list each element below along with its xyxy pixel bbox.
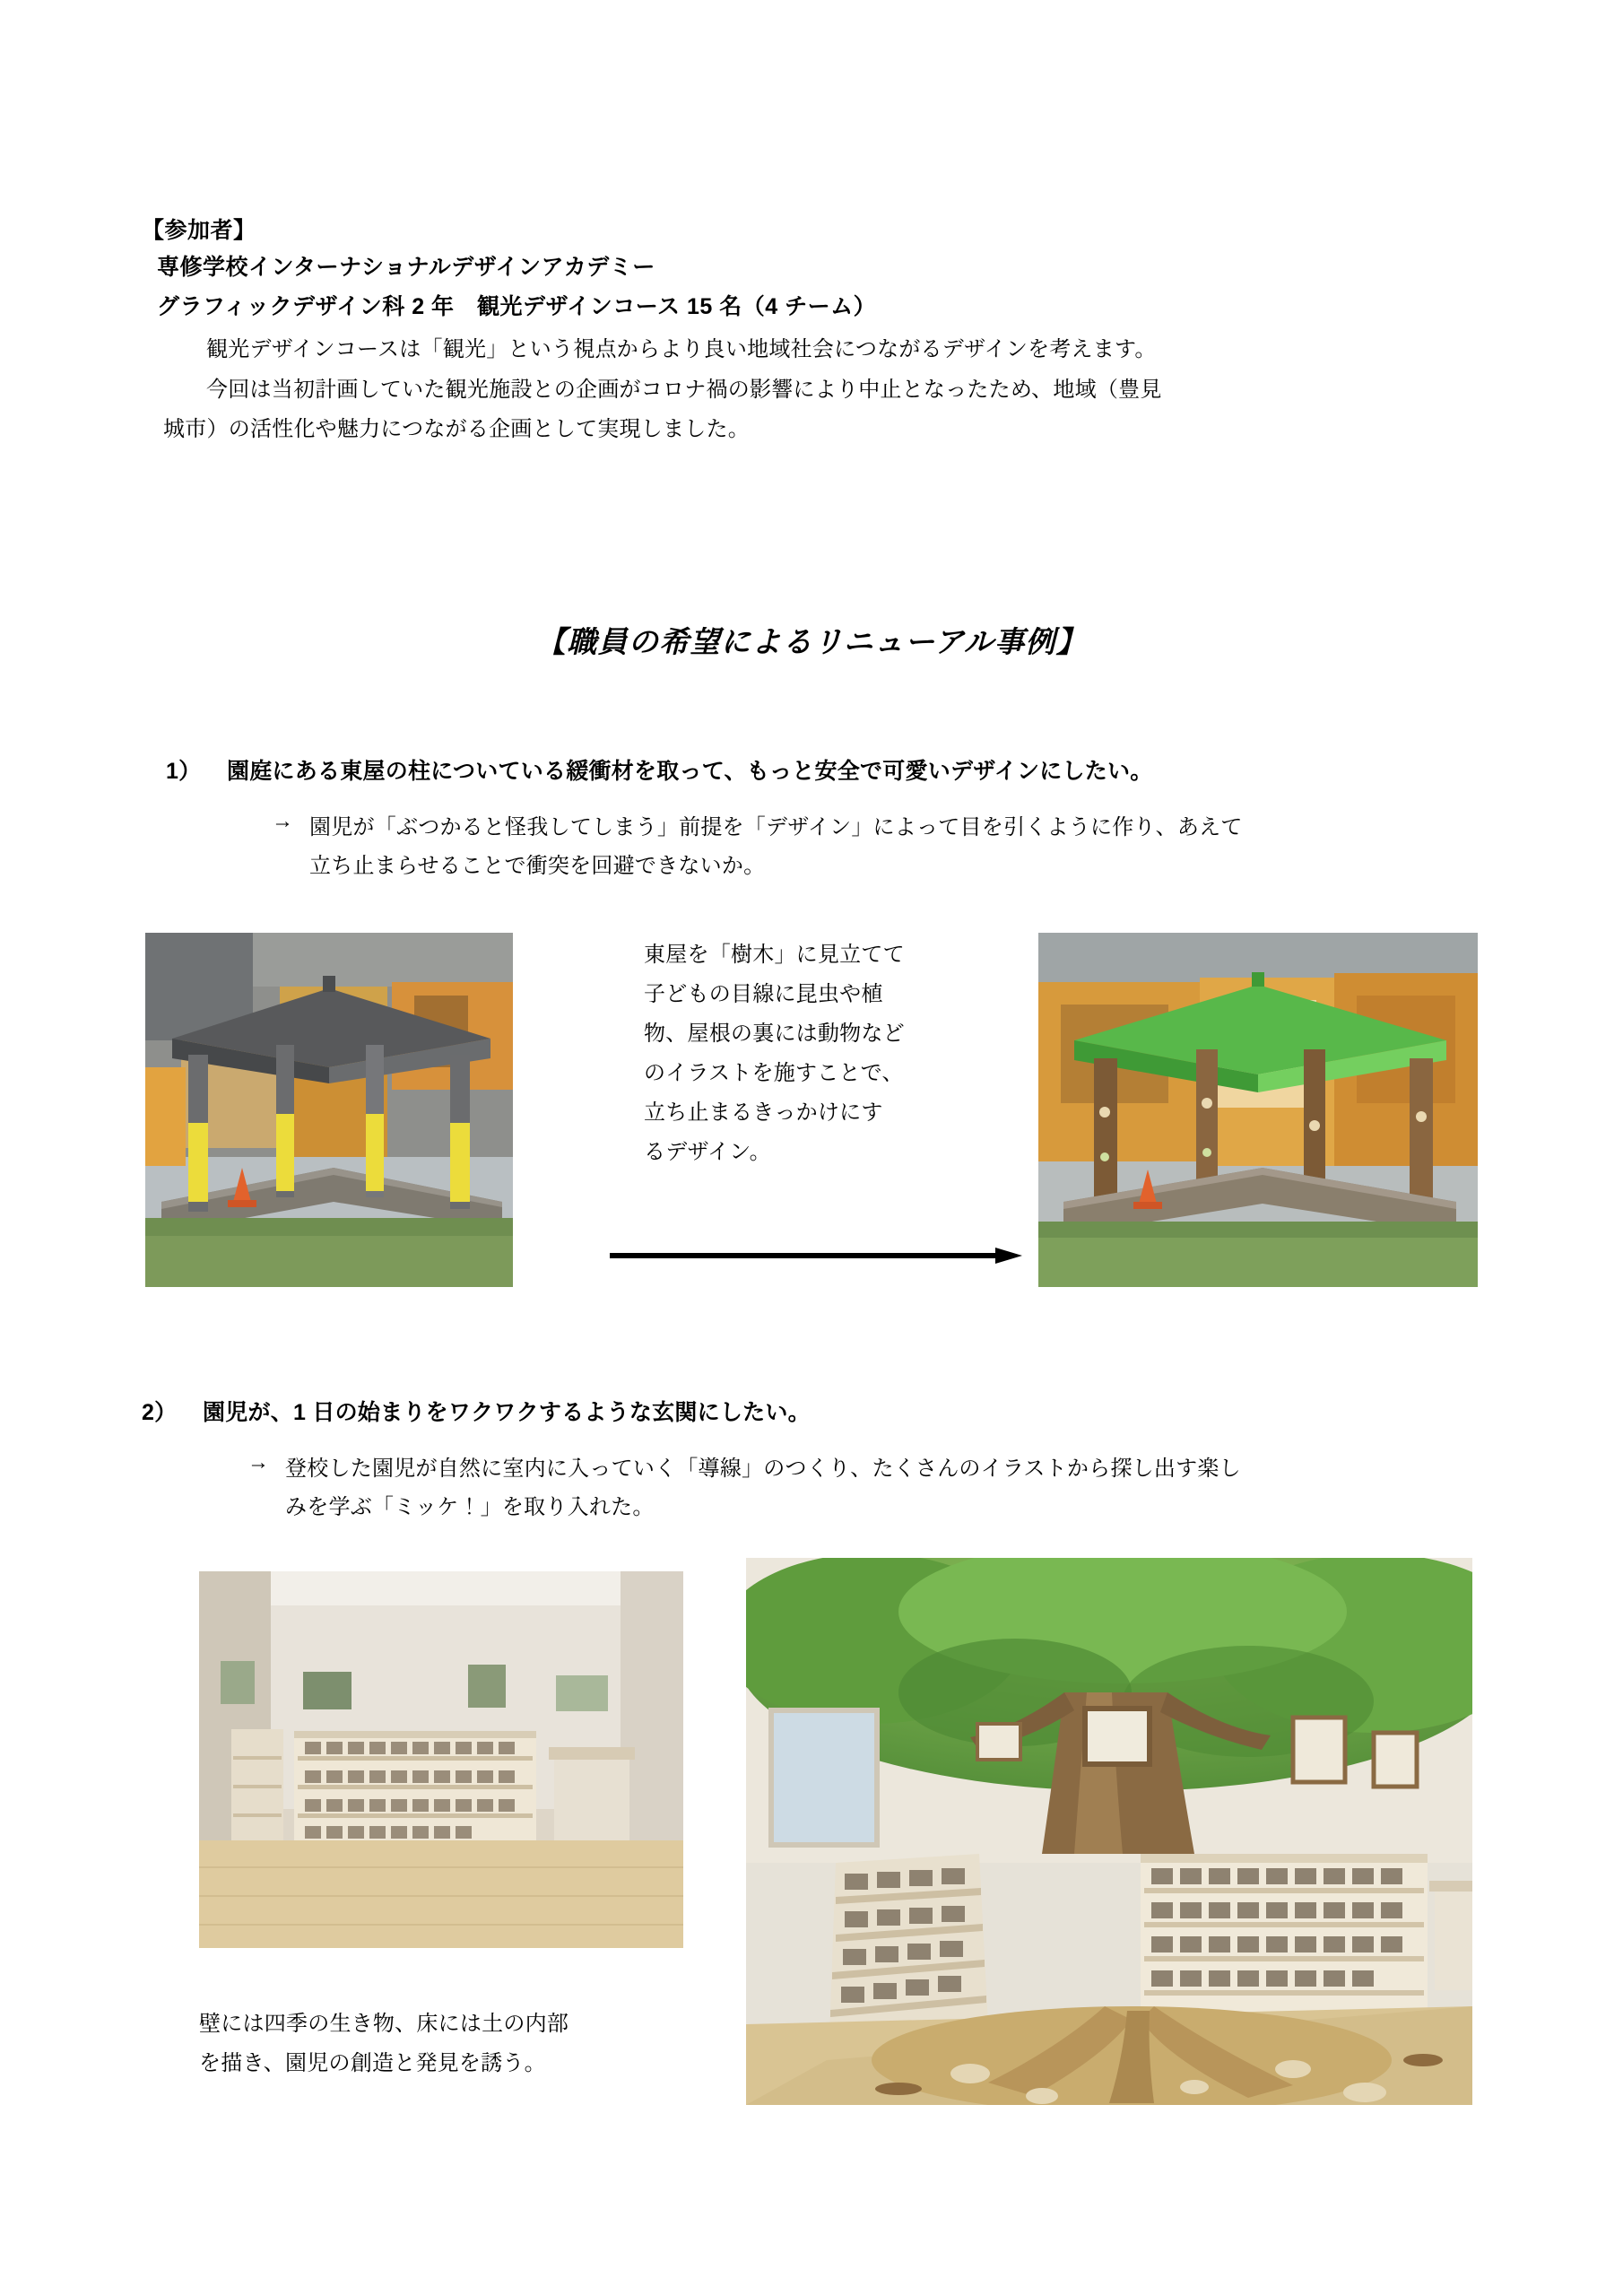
gazebo-center-caption	[644, 935, 1002, 1171]
gazebo-caption-line-6: るデザイン。	[644, 1139, 771, 1164]
entrance-caption-line-2: を描き、園児の創造と発見を誘う。	[199, 2050, 546, 2075]
entrance-caption-line-1: 壁には四季の生き物、床には土の内部	[199, 2012, 569, 2036]
photo-gazebo-before	[145, 933, 513, 1287]
item-1-answer-line-2: 立ち止まらせることで衝突を回避できないか。	[309, 853, 766, 878]
gazebo-caption-line-4: のイラストを施すことで、	[644, 1060, 904, 1085]
participants-organization-line-2: グラフィックデザイン科 2 年 観光デザインコース 15 名（4 チーム）	[157, 293, 877, 319]
gazebo-caption-line-2: 子どもの目線に昆虫や植	[644, 981, 883, 1006]
gazebo-caption-line-1: 東屋を「樹木」に見立てて	[644, 943, 905, 967]
item-1-title: 園庭にある東屋の柱についている緩衝材を取って、もっと安全で可愛いデザインにしたい。	[227, 759, 1153, 784]
participants-organization-line-1: 専修学校インターナショナルデザインアカデミー	[157, 254, 655, 280]
participants-heading: 【参加者】	[142, 218, 256, 243]
participants-block	[142, 213, 1487, 449]
item-2-answer	[285, 1450, 1487, 1526]
section-title: 【職員の希望によるリニューアル事例】	[535, 627, 1088, 659]
item-2-answer-line-1: 登校した園児が自然に室内に入っていく「導線」のつくり、たくさんのイラストから探し出す楽し	[285, 1457, 1241, 1481]
item-2-number: 2）	[142, 1400, 178, 1425]
participants-body-line-2: 今回は当初計画していた観光施設との企画がコロナ禍の影響により中止となったため、地域（豊見	[206, 377, 1162, 402]
gazebo-caption-line-3: 物、屋根の裏には動物など	[644, 1021, 905, 1046]
item-1-arrow-icon: →	[272, 809, 294, 833]
item-1-answer-line-1: 園児が「ぶつかると怪我してしまう」前提を「デザイン」によって目を引くように作り、あえて	[309, 815, 1243, 839]
item-2-answer-line-2: みを学ぶ「ミッケ！」を取り入れた。	[285, 1494, 655, 1519]
photo-entrance-before	[199, 1571, 683, 1948]
item-1-number: 1）	[166, 759, 202, 784]
item-1-answer	[309, 809, 1511, 885]
photo-entrance-after	[746, 1558, 1472, 2105]
arrow-shaft	[610, 1253, 997, 1258]
item-2-title: 園児が、1 日の始まりをワクワクするような玄関にしたい。	[203, 1400, 811, 1425]
participants-body-line-3: 城市）の活性化や魅力につながる企画として実現しました。	[163, 417, 750, 442]
participants-body-line-1: 観光デザインコースは「観光」という視点からより良い地域社会につながるデザインを考えます。	[206, 337, 1157, 362]
entrance-caption	[199, 2005, 719, 2083]
arrow-head	[995, 1248, 1022, 1264]
photo-gazebo-after	[1038, 933, 1478, 1287]
item-2-arrow-icon: →	[247, 1450, 270, 1474]
gazebo-caption-line-5: 立ち止まるきっかけにす	[644, 1100, 883, 1125]
participants-body	[142, 330, 1487, 449]
before-after-arrow-icon	[610, 1248, 1022, 1263]
